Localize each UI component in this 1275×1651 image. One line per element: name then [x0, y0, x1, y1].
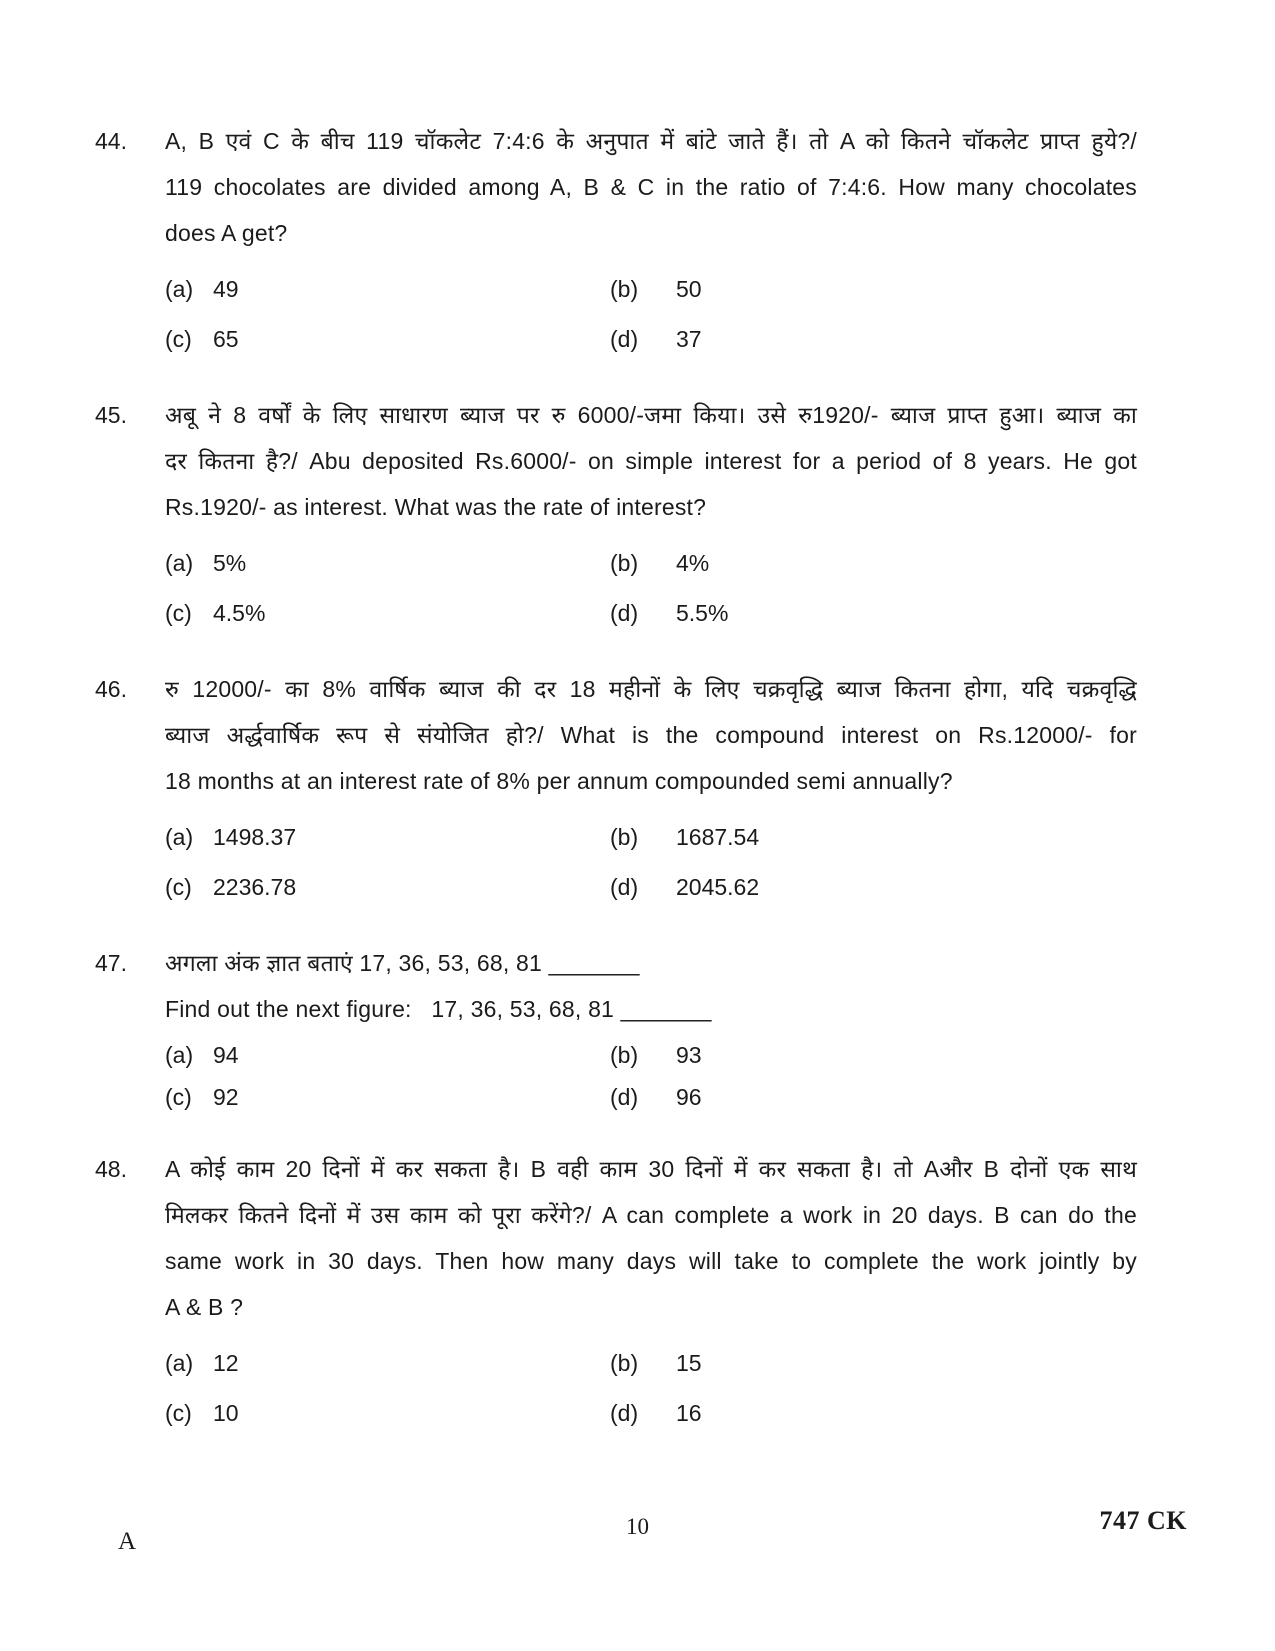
- option-label: (c): [165, 325, 192, 352]
- question-text: [165, 666, 1137, 804]
- question-line: Rs.1920/- as interest. What was the rate of interest?: [165, 494, 707, 520]
- option-value: 15: [676, 1349, 702, 1376]
- footer-booklet-code: 747 CK: [1099, 1506, 1187, 1535]
- option-d: [610, 1400, 702, 1427]
- option-label: (b): [610, 549, 639, 576]
- question-47: [95, 940, 1137, 1118]
- option-label: (b): [610, 1349, 639, 1376]
- option-label: (d): [610, 599, 639, 626]
- option-label: (b): [610, 275, 639, 302]
- option-row: [165, 538, 1137, 588]
- question-body: [165, 392, 1137, 638]
- option-row: [165, 314, 1137, 364]
- question-text: [165, 118, 1137, 256]
- question-44: [95, 118, 1137, 364]
- question-body: [165, 666, 1137, 912]
- option-value: 2236.78: [213, 873, 297, 900]
- option-value: 1498.37: [213, 823, 297, 850]
- option-label: (a): [165, 1041, 194, 1068]
- option-label: (c): [165, 1399, 192, 1426]
- question-line: A कोई काम 20 दिनों में कर सकता है। B वही काम 30 दिनों में कर सकता है। तो Aऔर B दोनों एक साथ: [165, 1156, 1137, 1182]
- option-label: (b): [610, 1041, 639, 1068]
- option-a: [165, 276, 610, 303]
- question-48: [95, 1146, 1137, 1438]
- option-value: 10: [213, 1399, 239, 1426]
- option-b: [610, 824, 759, 851]
- question-line: Find out the next figure: 17, 36, 53, 68, 81 _______: [165, 996, 712, 1022]
- option-row: [165, 1076, 1137, 1118]
- option-row: [165, 588, 1137, 638]
- question-line: A & B ?: [165, 1294, 244, 1320]
- question-line: 119 chocolates are divided among A, B & C in the ratio of 7:4:6. How many chocolates: [165, 174, 1137, 200]
- question-46: [95, 666, 1137, 912]
- options-grid: [165, 264, 1137, 364]
- question-body: [165, 940, 1137, 1118]
- option-a: [165, 1042, 610, 1069]
- question-text: [165, 940, 1137, 1032]
- footer-series-code: A: [118, 1528, 137, 1555]
- option-value: 92: [213, 1083, 239, 1110]
- option-value: 49: [213, 275, 239, 302]
- option-label: (d): [610, 325, 639, 352]
- option-label: (c): [165, 873, 192, 900]
- question-line: 18 months at an interest rate of 8% per annum compounded semi annually?: [165, 768, 953, 794]
- options-grid: [165, 1034, 1137, 1118]
- options-grid: [165, 538, 1137, 638]
- option-b: [610, 276, 702, 303]
- option-row: [165, 1338, 1137, 1388]
- option-d: [610, 1084, 702, 1111]
- question-number: 44.: [95, 128, 127, 154]
- option-d: [610, 874, 759, 901]
- option-label: (a): [165, 1349, 194, 1376]
- option-value: 94: [213, 1041, 239, 1068]
- question-45: [95, 392, 1137, 638]
- option-label: (a): [165, 823, 194, 850]
- option-value: 96: [676, 1083, 702, 1110]
- option-c: [165, 600, 610, 627]
- option-c: [165, 1084, 610, 1111]
- option-label: (d): [610, 1083, 639, 1110]
- option-label: (d): [610, 873, 639, 900]
- option-value: 37: [676, 325, 702, 352]
- option-label: (b): [610, 823, 639, 850]
- options-grid: [165, 812, 1137, 912]
- option-label: (c): [165, 599, 192, 626]
- option-row: [165, 862, 1137, 912]
- question-line: ब्याज अर्द्धवार्षिक रूप से संयोजित हो?/ What is the compound interest on Rs.12000/- for: [165, 722, 1137, 748]
- option-label: (d): [610, 1399, 639, 1426]
- option-value: 2045.62: [676, 873, 760, 900]
- question-text: [165, 1146, 1137, 1330]
- options-grid: [165, 1338, 1137, 1438]
- option-row: [165, 812, 1137, 862]
- option-row: [165, 264, 1137, 314]
- option-value: 50: [676, 275, 702, 302]
- option-value: 5%: [213, 549, 247, 576]
- option-row: [165, 1388, 1137, 1438]
- question-body: [165, 1146, 1137, 1438]
- question-number: 46.: [95, 676, 127, 702]
- option-value: 16: [676, 1399, 702, 1426]
- question-line: दर कितना है?/ Abu deposited Rs.6000/- on simple interest for a period of 8 years. He got: [165, 448, 1137, 474]
- option-c: [165, 326, 610, 353]
- question-line: मिलकर कितने दिनों में उस काम को पूरा करेंगे?/ A can complete a work in 20 days. B can do the: [165, 1202, 1137, 1228]
- option-row: [165, 1034, 1137, 1076]
- option-value: 1687.54: [676, 823, 760, 850]
- question-line: A, B एवं C के बीच 119 चॉकलेट 7:4:6 के अनुपात में बांटे जाते हैं। तो A को कितने चॉकलेट प्राप्त हुये?/: [165, 128, 1137, 154]
- option-value: 4.5%: [213, 599, 266, 626]
- question-line: does A get?: [165, 220, 288, 246]
- option-b: [610, 1042, 702, 1069]
- option-b: [610, 550, 709, 577]
- option-c: [165, 1400, 610, 1427]
- option-d: [610, 326, 702, 353]
- option-value: 65: [213, 325, 239, 352]
- option-label: (a): [165, 275, 194, 302]
- footer-page-number: 10: [626, 1514, 649, 1539]
- question-number: 45.: [95, 402, 127, 428]
- question-line: same work in 30 days. Then how many days will take to complete the work jointly by: [165, 1248, 1137, 1274]
- option-value: 4%: [676, 549, 710, 576]
- option-d: [610, 600, 728, 627]
- question-text: [165, 392, 1137, 530]
- question-number: 48.: [95, 1156, 127, 1182]
- question-number: 47.: [95, 950, 127, 976]
- option-a: [165, 1350, 610, 1377]
- question-line: अगला अंक ज्ञात बताएं 17, 36, 53, 68, 81 _______: [165, 950, 640, 976]
- question-line: रु 12000/- का 8% वार्षिक ब्याज की दर 18 महीनों के लिए चक्रवृद्धि ब्याज कितना होगा, यदि चक्रवृद्धि: [165, 676, 1137, 702]
- question-body: [165, 118, 1137, 364]
- option-c: [165, 874, 610, 901]
- option-value: 12: [213, 1349, 239, 1376]
- option-label: (c): [165, 1083, 192, 1110]
- option-b: [610, 1350, 702, 1377]
- option-a: [165, 824, 610, 851]
- question-line: अबू ने 8 वर्षों के लिए साधारण ब्याज पर रु 6000/-जमा किया। उसे रु1920/- ब्याज प्राप्त हुआ। ब्याज का: [165, 402, 1137, 428]
- option-value: 5.5%: [676, 599, 729, 626]
- option-label: (a): [165, 549, 194, 576]
- option-value: 93: [676, 1041, 702, 1068]
- option-a: [165, 550, 610, 577]
